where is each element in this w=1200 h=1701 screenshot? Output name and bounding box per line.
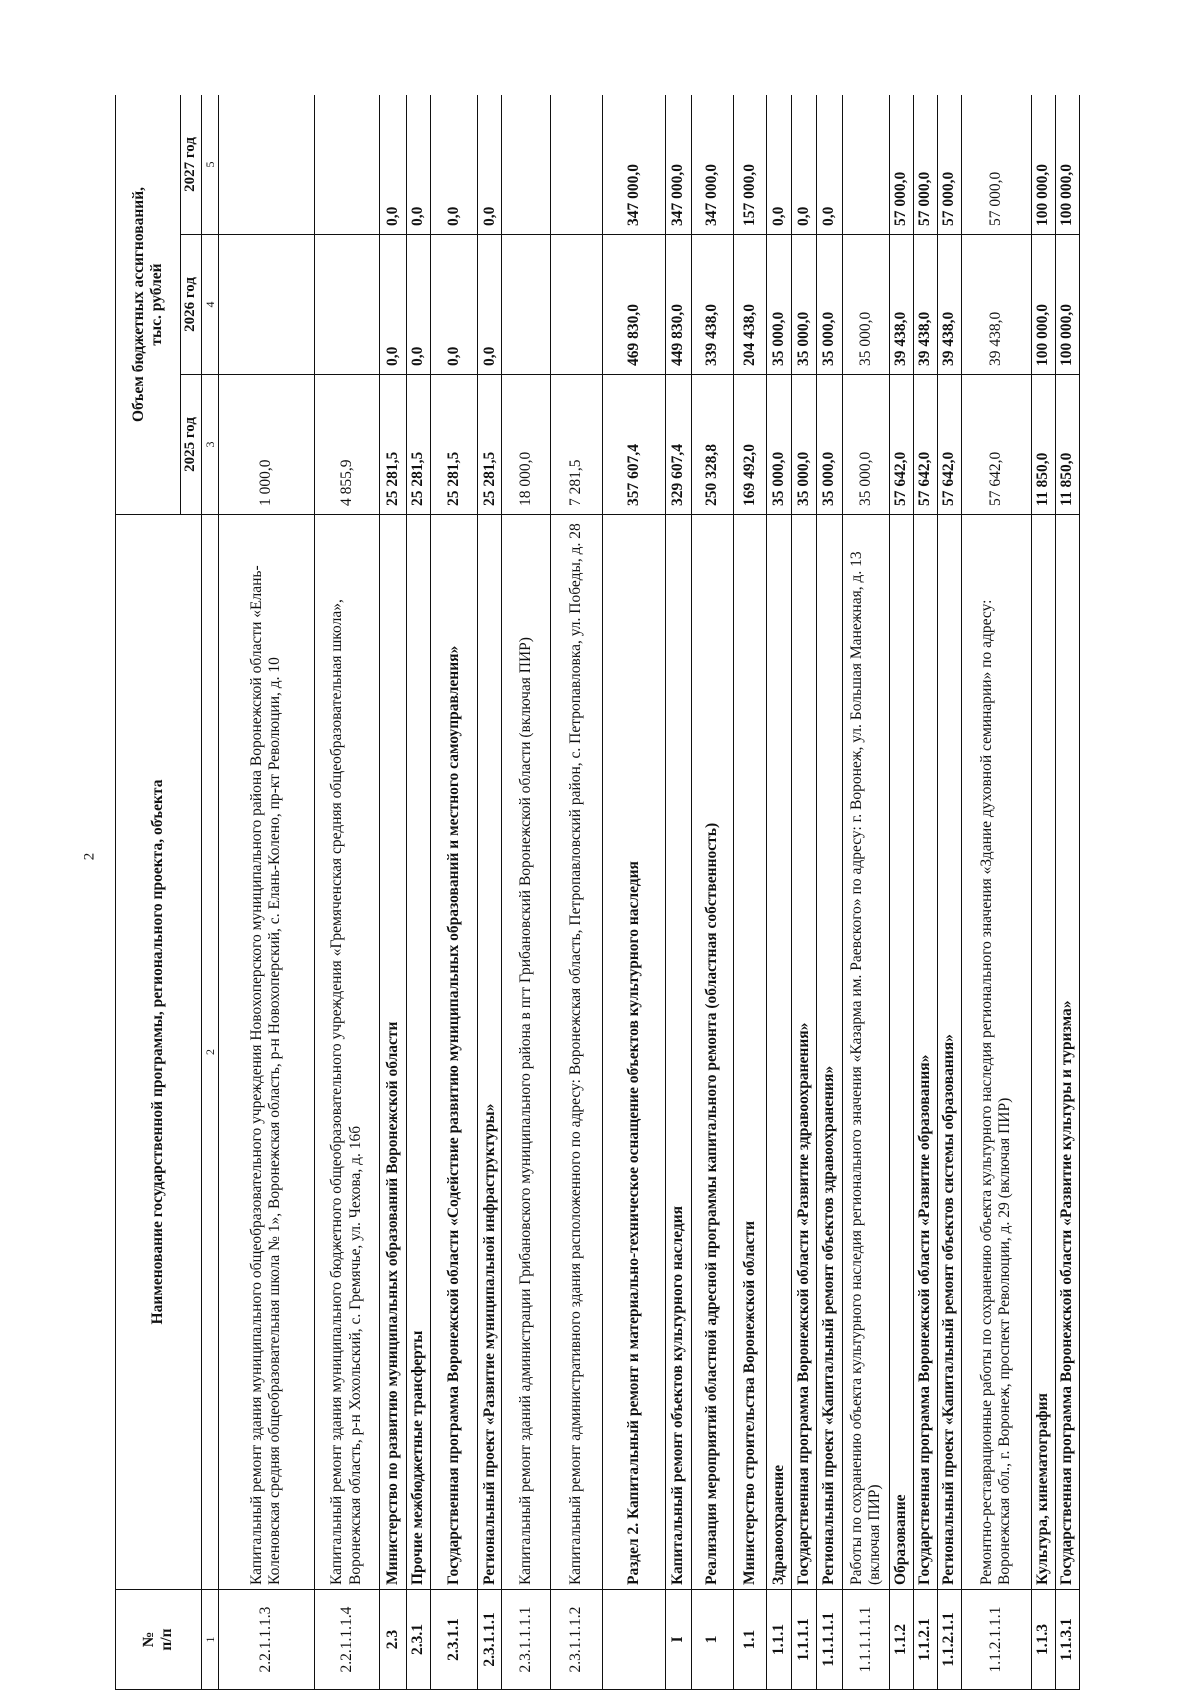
row-value-2026: 35 000,0: [791, 235, 816, 375]
row-value-2026: 39 438,0: [937, 235, 961, 375]
row-name: Реализация мероприятий областной адресной программы капитального ремонта (областная собственность): [691, 515, 734, 1590]
row-value-2026: 100 000,0: [1031, 235, 1055, 375]
row-value-2027: 100 000,0: [1055, 95, 1079, 235]
row-number: 2.3.1.1: [430, 1590, 477, 1690]
row-name: Раздел 2. Капитальный ремонт и материально-техническое оснащение объектов культурного наследия: [602, 515, 665, 1590]
row-value-2027: 347 000,0: [602, 95, 665, 235]
page-number: 2: [81, 852, 98, 861]
row-value-2027: [314, 95, 379, 235]
table-row: [1055, 95, 1079, 1690]
row-value-2026: 39 438,0: [890, 235, 914, 375]
row-value-2025: 169 492,0: [734, 375, 767, 515]
row-number: 1.1.1: [767, 1590, 792, 1690]
row-number: I: [665, 1590, 691, 1690]
row-value-2026: 35 000,0: [767, 235, 792, 375]
row-number: 2.3.1.1.1: [478, 1590, 502, 1690]
table-row: [791, 95, 816, 1690]
header-name: Наименование государственной программы, регионального проекта, объекта: [116, 515, 202, 1590]
table-row: [218, 95, 314, 1690]
colnum-5: 5: [201, 95, 218, 235]
row-value-2027: 0,0: [767, 95, 792, 235]
colnum-2: 2: [201, 515, 218, 1590]
row-value-2027: 0,0: [406, 95, 430, 235]
row-number: 1.1.3: [1031, 1590, 1055, 1690]
row-value-2025: 35 000,0: [842, 375, 889, 515]
row-value-2027: 157 000,0: [734, 95, 767, 235]
row-value-2025: 357 607,4: [602, 375, 665, 515]
row-number: 2.3.1.1.1.1: [502, 1590, 550, 1690]
table-row: [502, 95, 550, 1690]
colnum-3: 3: [201, 375, 218, 515]
row-value-2025: 25 281,5: [430, 375, 477, 515]
row-value-2025: 57 642,0: [890, 375, 914, 515]
header-year-2026: 2026 год: [181, 235, 202, 375]
row-value-2026: 469 830,0: [602, 235, 665, 375]
table-row: [379, 95, 406, 1690]
row-value-2026: 100 000,0: [1055, 235, 1079, 375]
row-value-2026: 35 000,0: [842, 235, 889, 375]
row-value-2027: [218, 95, 314, 235]
table-row: [890, 95, 914, 1690]
row-value-2025: 18 000,0: [502, 375, 550, 515]
row-value-2025: 57 642,0: [937, 375, 961, 515]
row-value-2027: 57 000,0: [961, 95, 1031, 235]
row-value-2025: 35 000,0: [791, 375, 816, 515]
row-name: Государственная программа Воронежской области «Содействие развитию муниципальных образований и местного самоуправления»: [430, 515, 477, 1590]
row-value-2027: 57 000,0: [890, 95, 914, 235]
row-name: Государственная программа Воронежской области «Развитие здравоохранения»: [791, 515, 816, 1590]
row-value-2027: 0,0: [430, 95, 477, 235]
row-name: Региональный проект «Капитальный ремонт объектов системы образования»: [937, 515, 961, 1590]
row-name: Капитальный ремонт административного здания расположенного по адресу: Воронежская область, Петропавловский район, с. Петропавловка, ул. Победы, д. 28: [550, 515, 602, 1590]
row-value-2025: 11 850,0: [1031, 375, 1055, 515]
table-row: [937, 95, 961, 1690]
row-value-2027: 347 000,0: [691, 95, 734, 235]
colnum-4: 4: [201, 235, 218, 375]
row-value-2026: 35 000,0: [816, 235, 842, 375]
table-row: [816, 95, 842, 1690]
row-name: Ремонтно-реставрационные работы по сохранению объекта культурного наследия регионального значения «Здание духовной семинарии» по адресу: Воронежская обл., г. Воронеж, проспект Революции, д. 29 (включая ПИР): [961, 515, 1031, 1590]
table-row: [550, 95, 602, 1690]
row-number: 2.3.1: [406, 1590, 430, 1690]
row-name: Капитальный ремонт здания муниципального общеобразовательного учреждения Новохоперского муниципального района Воронежской области «Елань-Коленовская средняя общеобразовательная школа № 1», Воронежская область, р-н Новохоперский, с. Елань-Колено, пр-кт Революции, д. 10: [218, 515, 314, 1590]
header-year-2025: 2025 год: [181, 375, 202, 515]
row-number: 1.1.1.1.1: [816, 1590, 842, 1690]
row-number: 1.1.2.1.1: [937, 1590, 961, 1690]
row-number: 1: [691, 1590, 734, 1690]
budget-table: [115, 95, 1080, 1690]
row-number: 2.2.1.1.1.4: [314, 1590, 379, 1690]
row-number: 1.1.1.1.1.1: [842, 1590, 889, 1690]
table-body: [218, 95, 1079, 1690]
document-sheet: [115, 95, 1080, 1690]
row-name: Капитальный ремонт объектов культурного наследия: [665, 515, 691, 1590]
row-value-2026: 39 438,0: [913, 235, 937, 375]
row-value-2025: 11 850,0: [1055, 375, 1079, 515]
row-number: [602, 1590, 665, 1690]
row-value-2026: [218, 235, 314, 375]
row-value-2025: 35 000,0: [816, 375, 842, 515]
row-value-2026: [314, 235, 379, 375]
row-number: 1.1.1.1: [791, 1590, 816, 1690]
row-value-2027: 57 000,0: [937, 95, 961, 235]
row-value-2025: 7 281,5: [550, 375, 602, 515]
table-row: [314, 95, 379, 1690]
table-row: [430, 95, 477, 1690]
table-row: [602, 95, 665, 1690]
row-value-2027: 57 000,0: [913, 95, 937, 235]
row-name: Здравоохранение: [767, 515, 792, 1590]
row-number: 1.1.2.1.1.1: [961, 1590, 1031, 1690]
row-value-2025: 25 281,5: [379, 375, 406, 515]
row-value-2027: 347 000,0: [665, 95, 691, 235]
row-value-2025: 25 281,5: [406, 375, 430, 515]
row-name: Региональный проект «Капитальный ремонт объектов здравоохранения»: [816, 515, 842, 1590]
row-name: Прочие межбюджетные трансферты: [406, 515, 430, 1590]
row-value-2025: 57 642,0: [913, 375, 937, 515]
table-row: [734, 95, 767, 1690]
row-name: Капитальный ремонт зданий администрации Грибановского муниципального района в пгт Грибановский Воронежской области (включая ПИР): [502, 515, 550, 1590]
row-number: 2.3: [379, 1590, 406, 1690]
row-name: Образование: [890, 515, 914, 1590]
header-budget: Объем бюджетных ассигнований, тыс. рублей: [116, 95, 181, 515]
table-row: [961, 95, 1031, 1690]
row-name: Государственная программа Воронежской области «Развитие культуры и туризма»: [1055, 515, 1079, 1590]
row-value-2026: 0,0: [430, 235, 477, 375]
table-row: [767, 95, 792, 1690]
row-number: 1.1.3.1: [1055, 1590, 1079, 1690]
row-value-2026: [550, 235, 602, 375]
row-value-2027: 0,0: [379, 95, 406, 235]
row-value-2025: 250 328,8: [691, 375, 734, 515]
row-value-2025: 1 000,0: [218, 375, 314, 515]
row-value-2026: 339 438,0: [691, 235, 734, 375]
row-value-2026: 0,0: [478, 235, 502, 375]
row-value-2027: [502, 95, 550, 235]
row-number: 1.1.2.1: [913, 1590, 937, 1690]
table-row: [406, 95, 430, 1690]
row-value-2027: 0,0: [816, 95, 842, 235]
row-value-2025: 35 000,0: [767, 375, 792, 515]
row-name: Региональный проект «Развитие муниципальной инфраструктуры»: [478, 515, 502, 1590]
rotated-table-wrapper: [115, 95, 1080, 1690]
header-number: № п/п: [116, 1590, 202, 1690]
table-row: [478, 95, 502, 1690]
row-name: Капитальный ремонт здания муниципального бюджетного общеобразовательного учреждения «Гремяченская средняя общеобразовательная школа», Воронежская область, р-н Хохольский, с. Гремячье, ул. Чехова, д. 16б: [314, 515, 379, 1590]
row-value-2025: 329 607,4: [665, 375, 691, 515]
row-value-2027: [550, 95, 602, 235]
row-value-2026: 0,0: [379, 235, 406, 375]
row-number: 1.1.2: [890, 1590, 914, 1690]
row-value-2025: 4 855,9: [314, 375, 379, 515]
table-row: [842, 95, 889, 1690]
table-row: [665, 95, 691, 1690]
row-value-2025: 25 281,5: [478, 375, 502, 515]
table-row: [1031, 95, 1055, 1690]
table-row: [691, 95, 734, 1690]
row-value-2026: 449 830,0: [665, 235, 691, 375]
row-name: Работы по сохранению объекта культурного наследия регионального значения «Казарма им. Раевского» по адресу: г. Воронеж, ул. Большая Манежная, д. 13 (включая ПИР): [842, 515, 889, 1590]
row-name: Министерство по развитию муниципальных образований Воронежской области: [379, 515, 406, 1590]
row-name: Государственная программа Воронежской области «Развитие образования»: [913, 515, 937, 1590]
row-name: Министерство строительства Воронежской области: [734, 515, 767, 1590]
row-value-2027: 0,0: [478, 95, 502, 235]
row-value-2025: 57 642,0: [961, 375, 1031, 515]
row-value-2026: [502, 235, 550, 375]
row-value-2027: [842, 95, 889, 235]
table-row: [913, 95, 937, 1690]
row-value-2027: 0,0: [791, 95, 816, 235]
colnum-1: 1: [201, 1590, 218, 1690]
row-number: 2.2.1.1.1.3: [218, 1590, 314, 1690]
row-value-2027: 100 000,0: [1031, 95, 1055, 235]
row-value-2026: 204 438,0: [734, 235, 767, 375]
row-value-2026: 39 438,0: [961, 235, 1031, 375]
row-value-2026: 0,0: [406, 235, 430, 375]
row-number: 1.1: [734, 1590, 767, 1690]
row-name: Культура, кинематография: [1031, 515, 1055, 1590]
header-year-2027: 2027 год: [181, 95, 202, 235]
row-number: 2.3.1.1.1.2: [550, 1590, 602, 1690]
